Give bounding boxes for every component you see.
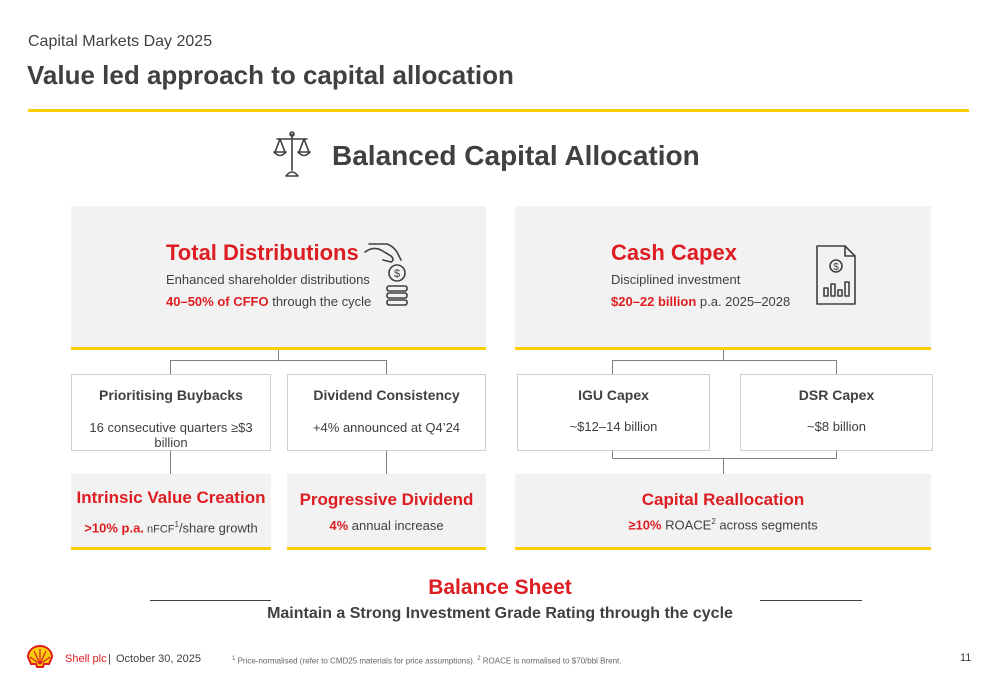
cash-capex-suffix: p.a. 2025–2028 xyxy=(696,294,791,309)
cash-capex-highlight: $20–22 billion xyxy=(611,294,697,309)
result-prefix: ROACE xyxy=(661,517,712,533)
page-number: 11 xyxy=(960,652,972,664)
svg-text:$: $ xyxy=(393,268,401,280)
result-body xyxy=(515,517,931,532)
cash-capex-target xyxy=(611,294,790,309)
connector-dividend-result xyxy=(386,451,387,474)
result-footnote-ref: 1 xyxy=(174,520,179,529)
footer-company: Shell plc xyxy=(65,653,107,665)
cash-capex-panel xyxy=(515,206,931,350)
card-body: 16 consecutive quarters ≥$3 billion xyxy=(89,420,253,450)
svg-text:$: $ xyxy=(833,262,839,273)
cash-capex-subtitle: Disciplined investment xyxy=(611,272,741,287)
result-suffix: across segments xyxy=(715,517,818,533)
dividend-consistency-card xyxy=(287,374,486,451)
balance-scale-icon xyxy=(272,130,312,178)
result-suffix: /share growth xyxy=(178,520,258,536)
connector-left-stem xyxy=(278,350,279,360)
card-body: ~$12–14 billion xyxy=(569,419,658,434)
result-footnote-ref: 2 xyxy=(711,517,716,526)
hand-coin-icon xyxy=(363,242,417,308)
footer-separator: | xyxy=(108,653,111,665)
result-highlight: >10% p.a. xyxy=(84,520,144,536)
shell-pecten-logo xyxy=(27,645,53,669)
page-title: Value led approach to capital allocation xyxy=(27,60,514,90)
connector-igu-down xyxy=(612,451,613,458)
footnote xyxy=(232,656,622,666)
result-body xyxy=(71,520,271,535)
total-distributions-suffix: through the cycle xyxy=(268,294,372,309)
connector-capex-merge xyxy=(612,458,837,459)
footnote-ref-1: 1 xyxy=(232,656,236,662)
capital-reallocation-result xyxy=(515,474,931,550)
center-heading xyxy=(272,128,700,184)
connector-capex-result xyxy=(723,458,724,474)
card-title: IGU Capex xyxy=(578,387,649,403)
cash-capex-title: Cash Capex xyxy=(611,240,737,265)
dsr-capex-card xyxy=(740,374,933,451)
total-distributions-subtitle: Enhanced shareholder distributions xyxy=(166,272,370,287)
balance-sheet-rule-right xyxy=(760,600,862,601)
card-title: DSR Capex xyxy=(798,387,875,403)
card-body: +4% announced at Q4’24 xyxy=(312,420,461,435)
prioritising-buybacks-card xyxy=(71,374,271,451)
balance-sheet-subtitle: Maintain a Strong Investment Grade Rating through the cycle xyxy=(267,605,733,622)
result-highlight: 4% xyxy=(329,518,349,533)
balance-sheet-rule-left xyxy=(150,600,271,601)
result-suffix: annual increase xyxy=(348,518,444,533)
connector-right-drop-b xyxy=(836,360,837,374)
result-title: Intrinsic Value Creation xyxy=(76,488,266,507)
card-body: ~$8 billion xyxy=(807,419,866,434)
connector-left-drop-a xyxy=(170,360,171,374)
connector-left-drop-b xyxy=(386,360,387,374)
igu-capex-card xyxy=(517,374,710,451)
balance-sheet-title: Balance Sheet xyxy=(428,576,572,599)
result-title: Capital Reallocation xyxy=(641,490,805,509)
center-heading-text: Balanced Capital Allocation xyxy=(332,140,700,171)
total-distributions-title: Total Distributions xyxy=(166,240,359,265)
total-distributions-highlight: 40–50% of CFFO xyxy=(166,294,269,309)
connector-left-bar xyxy=(170,360,387,361)
footer-date: October 30, 2025 xyxy=(116,653,202,665)
result-highlight: ≥10% xyxy=(628,517,662,533)
progressive-dividend-result xyxy=(287,474,486,550)
footnote-ref-2: 2 xyxy=(477,656,481,662)
connector-right-drop-a xyxy=(612,360,613,374)
result-prefix: nFCF xyxy=(143,523,175,536)
connector-dsr-down xyxy=(836,451,837,458)
header-divider xyxy=(28,109,969,112)
total-distributions-panel xyxy=(71,206,486,350)
connector-buybacks-result xyxy=(170,451,171,474)
connector-right-bar xyxy=(612,360,837,361)
card-title: Dividend Consistency xyxy=(313,387,460,403)
result-title: Progressive Dividend xyxy=(299,490,474,509)
card-title: Prioritising Buybacks xyxy=(99,387,243,403)
result-body xyxy=(287,518,486,533)
header-eyebrow: Capital Markets Day 2025 xyxy=(28,33,213,50)
document-dollar-chart-icon xyxy=(815,244,857,306)
intrinsic-value-creation-result xyxy=(71,474,271,550)
footnote-text-1: Price-normalised (refer to CMD25 materials for price assumptions). xyxy=(235,656,478,666)
total-distributions-target xyxy=(166,294,371,309)
footnote-text-2: ROACE is normalised to $70/bbl Brent. xyxy=(480,656,622,666)
connector-right-stem xyxy=(723,350,724,360)
